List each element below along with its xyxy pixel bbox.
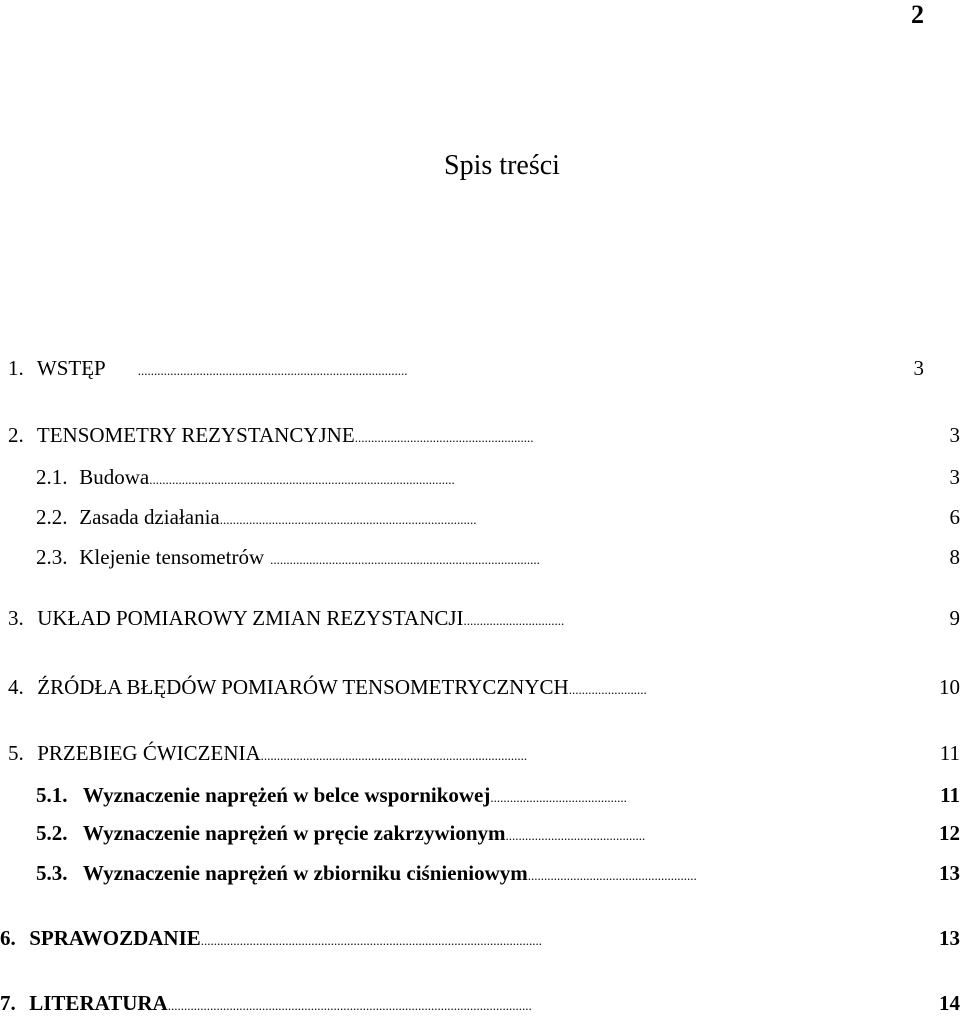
toc-entry-title: TENSOMETRY REZYSTANCYJNE: [37, 423, 355, 447]
toc-entry-title: ŹRÓDŁA BŁĘDÓW POMIARÓW TENSOMETRYCZNYCH: [37, 675, 568, 699]
toc-entry-leader: ..................................................................................: [261, 748, 528, 763]
toc-entry-page: 14: [939, 990, 960, 1016]
toc-title: Spis treści: [0, 150, 960, 182]
toc-entry[interactable]: [8, 605, 564, 634]
toc-entry-title: Zasada działania: [79, 505, 220, 529]
toc-entry-number: 2.: [8, 422, 32, 448]
toc-entry[interactable]: [8, 674, 647, 703]
toc-entry-leader: ...................................................................................: [270, 552, 540, 567]
toc-entry[interactable]: [36, 504, 477, 533]
toc-entry-number: 7.: [0, 990, 24, 1016]
toc-entry-page: 13: [939, 925, 960, 951]
toc-entry-leader: ...................................................................................: [138, 363, 408, 378]
toc-entry-title: Klejenie tensometrów: [79, 545, 264, 569]
toc-entry-page: 3: [914, 355, 925, 381]
toc-entry[interactable]: [0, 990, 532, 1019]
toc-entry-title: UKŁAD POMIAROWY ZMIAN REZYSTANCJI: [37, 606, 463, 630]
toc-entry-leader: ...............................: [464, 613, 565, 628]
toc-entry-page: 9: [950, 605, 960, 631]
toc-entry-leader: ..........................................: [490, 790, 627, 805]
toc-entry-leader: .......................................................: [355, 430, 534, 445]
toc-entry[interactable]: [0, 925, 542, 954]
toc-entry-title: SPRAWOZDANIE: [29, 926, 201, 950]
toc-entry-number: 2.3.: [36, 544, 74, 570]
toc-entry-number: 4.: [8, 674, 32, 700]
toc-entry[interactable]: [8, 740, 527, 769]
toc-entry-title: Wyznaczenie naprężeń w pręcie zakrzywionym: [83, 821, 506, 845]
toc-entry[interactable]: [36, 544, 540, 573]
toc-entry-title: Wyznaczenie naprężeń w zbiorniku ciśnieniowym: [83, 861, 528, 885]
toc-entry-number: 5.: [8, 740, 32, 766]
toc-entry-leader: ...............................................................................: [220, 512, 477, 527]
toc-entry-leader: .........................................................................................................: [201, 933, 542, 948]
toc-entry-leader: ....................................................: [528, 868, 697, 883]
toc-entry[interactable]: [8, 422, 533, 451]
toc-entry-number: 3.: [8, 605, 32, 631]
toc-entry-number: 5.3.: [36, 860, 78, 886]
toc-entry[interactable]: [8, 355, 407, 384]
toc-entry[interactable]: [36, 860, 697, 889]
toc-entry[interactable]: [36, 464, 455, 493]
toc-entry-page: 11: [940, 782, 960, 808]
toc-entry-title: Wyznaczenie naprężeń w belce wspornikowej: [83, 783, 491, 807]
toc-entry-page: 3: [950, 422, 960, 448]
toc-entry-leader: ................................................................................................................: [168, 998, 532, 1013]
page-number: 2: [911, 0, 924, 30]
toc-entry-number: 5.2.: [36, 820, 78, 846]
toc-entry-number: 2.2.: [36, 504, 74, 530]
toc-entry-title: Budowa: [79, 465, 149, 489]
toc-entry-title: WSTĘP: [37, 356, 106, 380]
toc-entry-number: 5.1.: [36, 782, 78, 808]
toc-entry-page: 12: [939, 820, 960, 846]
toc-entry-leader: ..............................................................................................: [149, 472, 455, 487]
toc-entry-page: 6: [950, 504, 960, 530]
toc-entry-page: 3: [950, 464, 960, 490]
toc-entry-page: 10: [939, 674, 960, 700]
toc-entry-page: 13: [939, 860, 960, 886]
toc-entry-number: 2.1.: [36, 464, 74, 490]
toc-entry-number: 6.: [0, 925, 24, 951]
toc-entry-title: PRZEBIEG ĆWICZENIA: [37, 741, 260, 765]
toc-entry-page: 11: [940, 740, 960, 766]
toc-entry-title: LITERATURA: [29, 991, 167, 1015]
toc-entry[interactable]: [36, 782, 627, 811]
toc-entry-leader: ........................: [569, 682, 647, 697]
toc-entry-page: 8: [950, 544, 960, 570]
toc-entry-leader: ...........................................: [506, 828, 646, 843]
toc-entry[interactable]: [36, 820, 645, 849]
toc-entry-number: 1.: [8, 355, 32, 381]
